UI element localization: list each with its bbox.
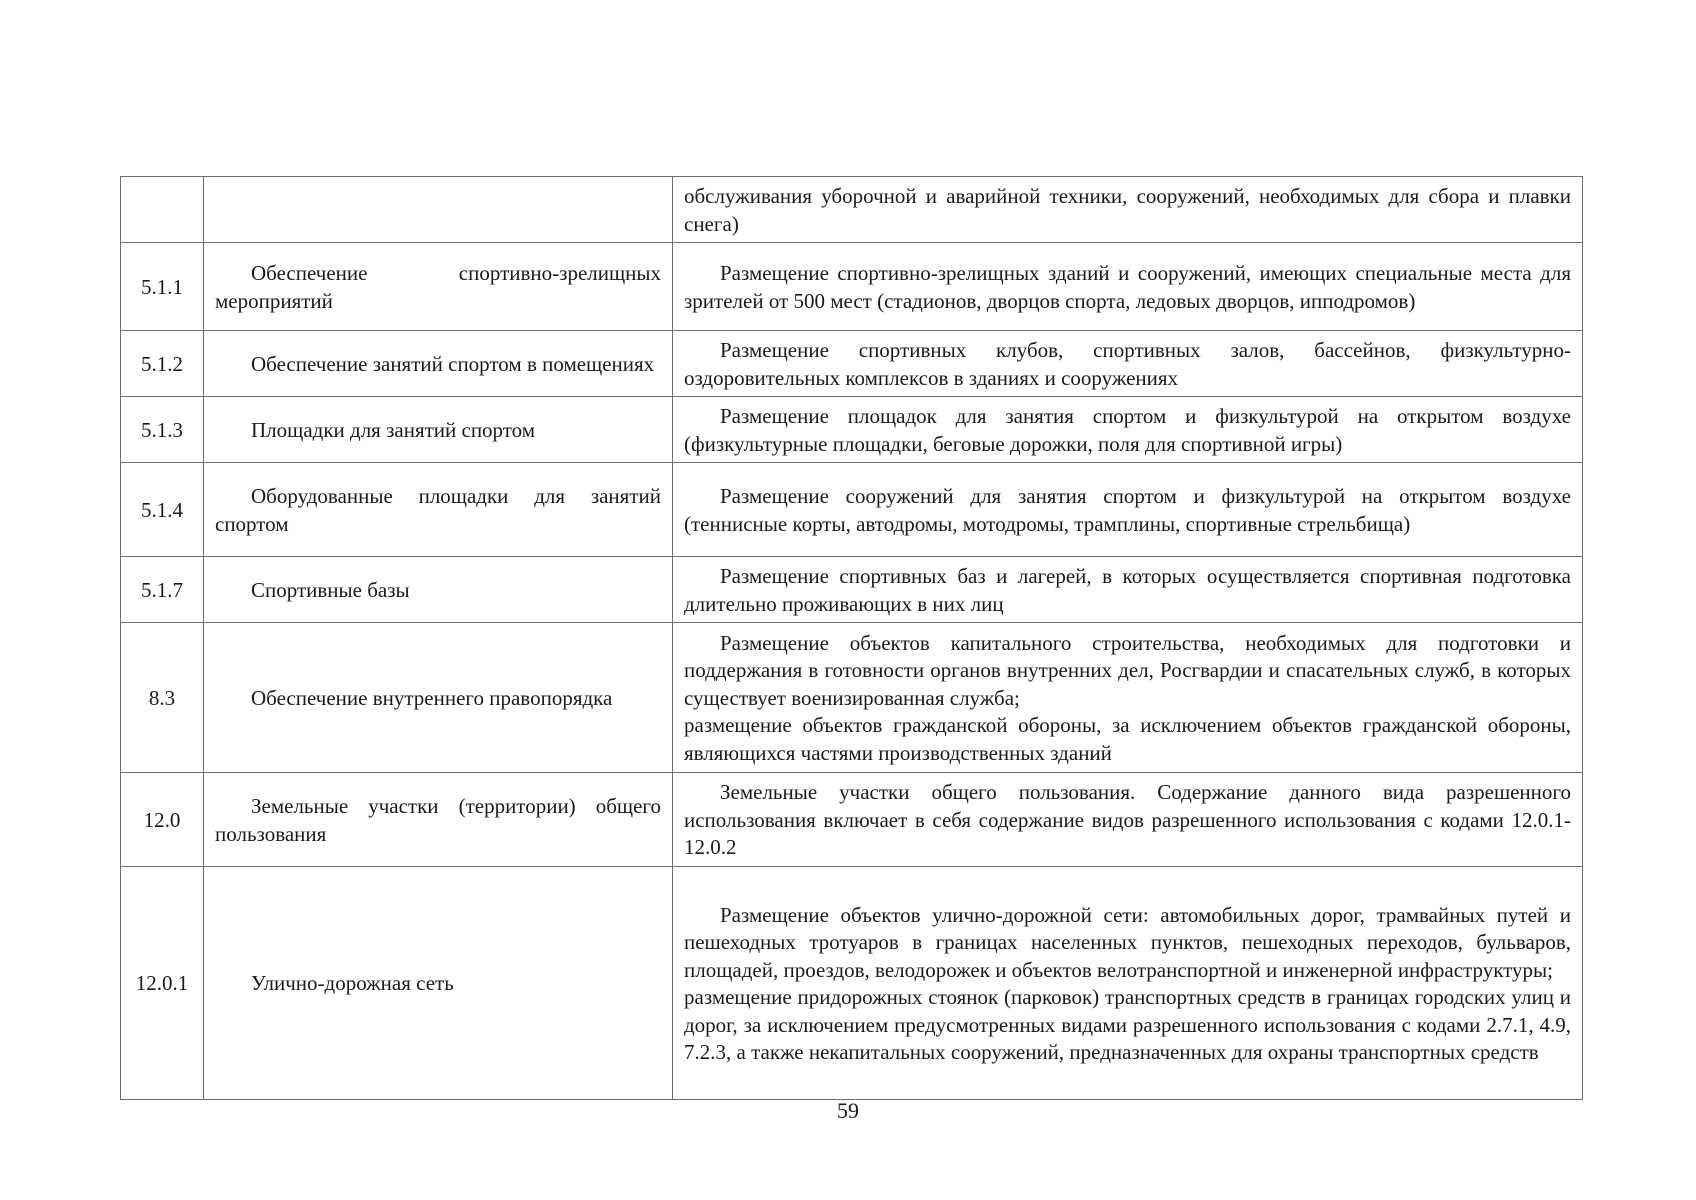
description-paragraph: Размещение объектов улично-дорожной сети: автомобильных дорог, трамвайных путей и пешеходных тротуаров в границах населенных пунктов, пешеходных переходов, бульваров, площадей, проездов, велодорожек и объектов велотранспортной и инженерной инфраструктуры; xyxy=(684,902,1571,982)
description-paragraph: Размещение площадок для занятия спортом и физкультурой на открытом воздухе (физкультурные площадки, беговые дорожки, поля для спортивной игры) xyxy=(684,404,1571,456)
row-code: 12.0 xyxy=(121,773,204,867)
row-name xyxy=(204,867,673,1100)
row-description xyxy=(673,177,1583,243)
table-row xyxy=(121,243,1583,331)
description-paragraph: Размещение спортивных баз и лагерей, в которых осуществляется спортивная подготовка длительно проживающих в них лиц xyxy=(684,564,1571,616)
row-name-text: Оборудованные площадки для занятий спортом xyxy=(215,484,661,536)
row-name-text: Земельные участки (территории) общего пользования xyxy=(215,794,661,846)
description-paragraph: Размещение спортивных клубов, спортивных залов, бассейнов, физкультурно-оздоровительных комплексов в зданиях и сооружениях xyxy=(684,338,1571,390)
row-code: 5.1.2 xyxy=(121,331,204,397)
table-row xyxy=(121,867,1583,1100)
description-paragraph: Земельные участки общего пользования. Содержание данного вида разрешенного использования включает в себя содержание видов разрешенного использования с кодами 12.0.1-12.0.2 xyxy=(684,780,1571,860)
row-description xyxy=(673,867,1583,1100)
table-row xyxy=(121,557,1583,623)
row-name xyxy=(204,397,673,463)
table-row xyxy=(121,331,1583,397)
row-name xyxy=(204,557,673,623)
row-name-text: Обеспечение внутреннего правопорядка xyxy=(251,685,613,710)
row-name xyxy=(204,331,673,397)
description-paragraph: Размещение спортивно-зрелищных зданий и сооружений, имеющих специальные места для зрителей от 500 мест (стадионов, дворцов спорта, ледовых дворцов, ипподромов) xyxy=(684,261,1571,313)
row-description xyxy=(673,397,1583,463)
row-description xyxy=(673,623,1583,773)
description-paragraph: Размещение объектов капитального строительства, необходимых для подготовки и поддержания в готовности органов внутренних дел, Росгвардии и спасательных служб, в которых существует военизированная служба; xyxy=(684,630,1571,710)
row-description xyxy=(673,331,1583,397)
table-row xyxy=(121,773,1583,867)
description-paragraph: Размещение сооружений для занятия спортом и физкультурой на открытом воздухе (теннисные корты, автодромы, мотодромы, трамплины, спортивные стрельбища) xyxy=(684,484,1571,536)
row-code: 8.3 xyxy=(121,623,204,773)
table-row xyxy=(121,623,1583,773)
table-row xyxy=(121,397,1583,463)
table-row xyxy=(121,463,1583,557)
row-name-text: Спортивные базы xyxy=(251,577,410,602)
row-name-text: Обеспечение занятий спортом в помещениях xyxy=(251,351,655,376)
row-name xyxy=(204,463,673,557)
row-name-text: Обеспечение спортивно-зрелищных мероприятий xyxy=(215,261,661,313)
page-number: 59 xyxy=(837,1098,859,1123)
row-code: 12.0.1 xyxy=(121,867,204,1100)
row-code: 5.1.4 xyxy=(121,463,204,557)
row-code: 5.1.7 xyxy=(121,557,204,623)
row-name xyxy=(204,243,673,331)
row-name xyxy=(204,177,673,243)
row-description xyxy=(673,463,1583,557)
description-paragraph: размещение объектов гражданской обороны, за исключением объектов гражданской обороны, являющихся частями производственных зданий xyxy=(684,713,1571,765)
row-name xyxy=(204,773,673,867)
row-name-text: Площадки для занятий спортом xyxy=(251,417,536,442)
row-code: 5.1.1 xyxy=(121,243,204,331)
row-code xyxy=(121,177,204,243)
row-description xyxy=(673,773,1583,867)
row-name xyxy=(204,623,673,773)
description-paragraph: обслуживания уборочной и аварийной техники, сооружений, необходимых для сбора и плавки снега) xyxy=(684,184,1571,236)
row-name-text: Улично-дорожная сеть xyxy=(251,971,454,996)
row-code: 5.1.3 xyxy=(121,397,204,463)
row-description xyxy=(673,557,1583,623)
land-use-table xyxy=(120,176,1583,1100)
row-description xyxy=(673,243,1583,331)
table-row xyxy=(121,177,1583,243)
description-paragraph: размещение придорожных стоянок (парковок) транспортных средств в границах городских улиц и дорог, за исключением предусмотренных видами разрешенного использования с кодами 2.7.1, 4.9, 7.2.3, а также некапитальных сооружений, предназначенных для охраны транспортных средств xyxy=(684,985,1571,1064)
